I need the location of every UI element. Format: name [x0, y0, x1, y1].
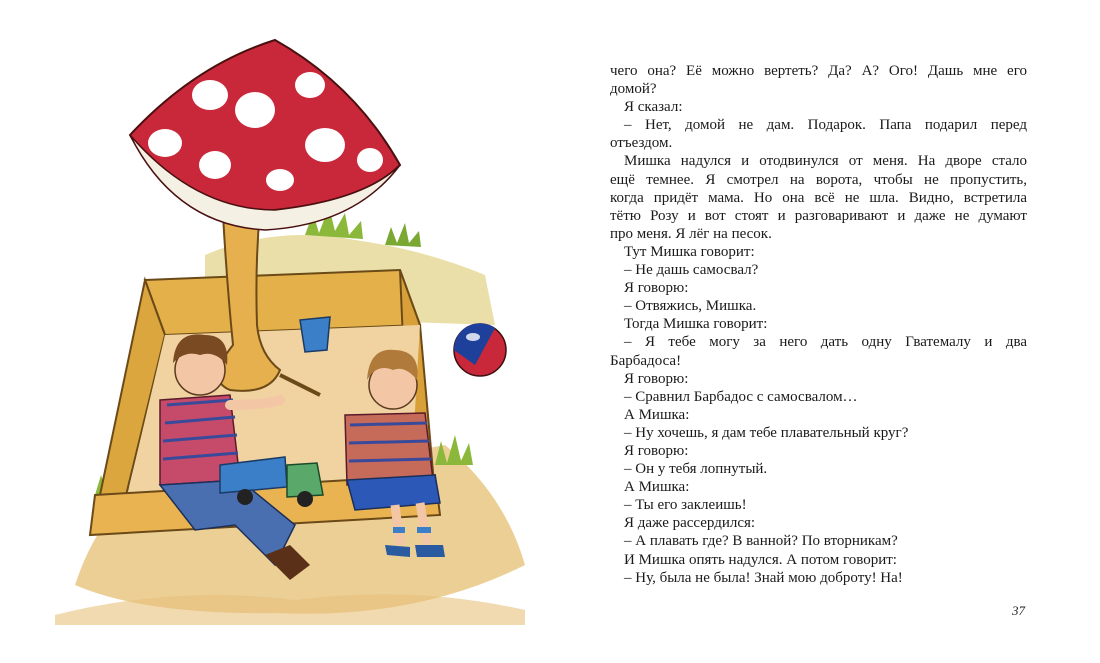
text-line: чего она? Её можно вертеть? Да? А? Ого! Дашь мне его [610, 63, 1027, 79]
text-line: домой? [610, 81, 657, 98]
text-line: Я даже рассердился: [624, 515, 756, 532]
text-line: Тогда Мишка говорит: [624, 316, 768, 333]
text-line: – Ну, была не была! Знай мою доброту! На! [624, 569, 903, 586]
text-line: – А плавать где? В ванной? По вторникам? [624, 533, 898, 550]
toy-bucket [300, 317, 330, 352]
text-line: – Ну хочешь, я дам тебе плавательный круг? [624, 424, 909, 441]
ball-highlight [466, 333, 480, 341]
mushroom-dot [305, 128, 345, 162]
text-line: А Мишка: [624, 479, 690, 496]
mushroom-dot [192, 80, 228, 110]
text-line: – Сравнил Барбадос с самосвалом… [624, 388, 858, 405]
text-line: тётю Розу и вот стоят и разговаривают и даже не думают [610, 207, 1027, 224]
toy-truck-wheel [237, 489, 253, 505]
mushroom-dot [295, 72, 325, 98]
grass-tuft [435, 435, 473, 465]
illustration-svg [55, 25, 535, 625]
illustration-two-boys-sandbox [55, 25, 535, 625]
text-line: когда придёт мама. Но она всё не шла. Видно, встретила [610, 189, 1027, 206]
mushroom-dot [148, 129, 182, 157]
text-line: – Я тебе могу за него дать одну Гватемалу и два [624, 334, 1027, 351]
text-line: – Нет, домой не дам. Подарок. Папа подарил перед [624, 117, 1027, 134]
text-line: отъездом. [610, 135, 673, 152]
boy-right-shorts [347, 475, 440, 510]
text-line: Я сказал: [624, 99, 683, 116]
page-number: 37 [1012, 603, 1025, 618]
boy-left-arm [230, 400, 280, 405]
grass-tuft [385, 223, 421, 247]
text-line: – Ты его заклеишь! [624, 497, 747, 514]
sandbox-back-board [145, 270, 420, 335]
text-line: А Мишка: [624, 406, 690, 423]
mushroom-dot [266, 169, 294, 191]
text-line: – Не дашь самосвал? [624, 262, 759, 279]
text-line: Барбадоса! [610, 352, 682, 369]
text-line: Мишка надулся и отодвинулся от меня. На дворе стало [624, 153, 1027, 170]
text-line: – Он у тебя лопнутый. [624, 461, 768, 478]
text-column [610, 62, 1027, 587]
mushroom-dot [235, 92, 275, 128]
text-line: Я говорю: [624, 280, 689, 297]
text-line: про меня. Я лёг на песок. [610, 225, 772, 242]
text-line: Тут Мишка говорит: [624, 243, 755, 260]
text-line: ещё темнее. Я смотрел на ворота, чтобы не пропустить, [610, 171, 1027, 188]
text-line: Я говорю: [624, 370, 689, 387]
mushroom-dot [199, 151, 231, 179]
text-line: Я говорю: [624, 442, 689, 459]
mushroom-dot [357, 148, 383, 172]
toy-truck-wheel [297, 491, 313, 507]
text-line: И Мишка опять надулся. А потом говорит: [624, 551, 897, 568]
text-line: – Отвяжись, Мишка. [624, 298, 757, 315]
